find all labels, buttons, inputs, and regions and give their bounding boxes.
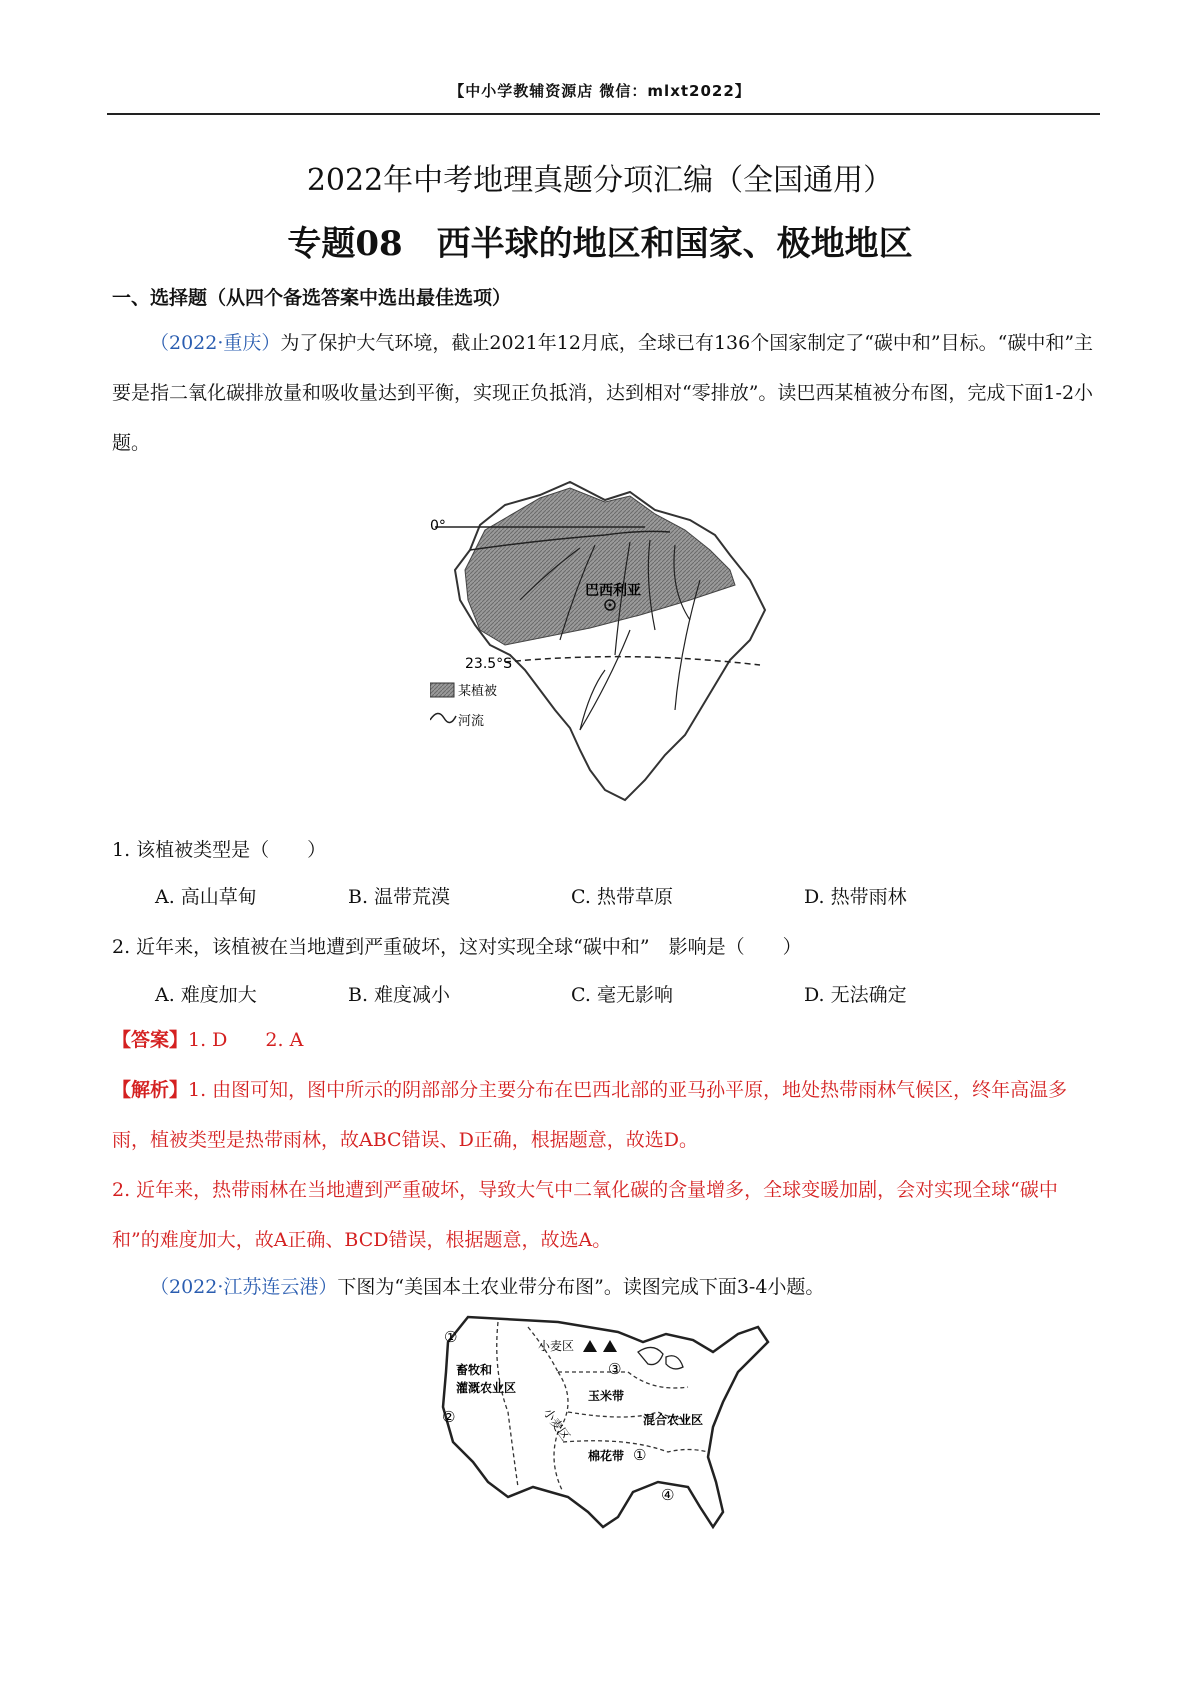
cotton-belt-label: 棉花带 [588,1449,625,1463]
region-4-marker: ④ [661,1486,675,1504]
option-d: D. 无法确定 [804,984,907,1006]
intro-paragraph-1 [112,318,1102,468]
wheat-area-label-2: 小麦区 [540,1405,573,1444]
page-header: 【中小学教辅资源店 微信：mlxt2022】 [449,82,751,100]
region-1-marker-a: ① [444,1328,458,1346]
option-c: C. 毫无影响 [571,984,673,1006]
capital-label: 巴西利亚 [585,583,641,599]
intro-text: 下图为“美国本土农业带分布图”。读图完成下面3-4小题。 [337,1276,825,1298]
header-rule [107,113,1100,115]
option-a: A. 高山草甸 [155,886,257,908]
ranch-label-2: 灌溉农业区 [456,1381,517,1395]
analysis-text-1: 1. 由图可知，图中所示的阴部部分主要分布在巴西北部的亚马孙平原，地处热带雨林气候区，终年高温多雨，植被类型是热带雨林，故ABC错误、D正确，根据题意，故选D。 [112,1079,1068,1151]
region-2-marker: ② [442,1408,456,1426]
tropic-label: 23.5°S [465,656,513,672]
option-d: D. 热带雨林 [804,886,907,908]
source-tag: （2022·江苏连云港） [150,1276,338,1298]
option-c: C. 热带草原 [571,886,673,908]
mixed-farming-label: 混合农业区 [643,1413,704,1427]
region-1-marker-b: ① [633,1446,647,1464]
analysis-1 [112,1065,1104,1165]
answer-line [112,1015,1104,1065]
region-3-marker: ③ [608,1360,622,1378]
ranch-label-1: 畜牧和 [456,1363,493,1377]
question-2-options [155,980,1105,1007]
legend-river: 河流 [458,714,485,729]
section-heading: 一、选择题（从四个备选答案中选出最佳选项） [112,287,512,309]
analysis-label: 【解析】 [112,1079,189,1101]
option-b: B. 温带荒漠 [348,886,451,908]
wheat-area-label-1: 小麦区 [538,1339,575,1353]
answer-text: 1. D 2. A [188,1029,304,1051]
question-2: 2. 近年来，该植被在当地遭到严重破坏，这对实现全球“碳中和” 影响是（ ） [112,936,802,958]
corn-belt-label: 玉米带 [588,1389,625,1403]
equator-label: 0° [430,518,446,534]
option-b: B. 难度减小 [348,984,451,1006]
legend-vegetation: 某植被 [458,684,498,699]
brazil-vegetation-map [430,470,800,815]
us-agriculture-map [438,1312,780,1540]
intro-paragraph-2 [112,1262,1102,1312]
document-title: 2022年中考地理真题分项汇编（全国通用） [306,163,894,198]
topic-title: 专题08 西半球的地区和国家、极地地区 [287,224,913,264]
question-1: 1. 该植被类型是（ ） [112,839,327,861]
source-tag: （2022·重庆） [150,332,281,354]
question-1-options [155,882,1105,909]
answer-label: 【答案】 [112,1029,189,1051]
intro-text: 为了保护大气环境，截止2021年12月底，全球已有136个国家制定了“碳中和”目标。“碳中和”主要是指二氧化碳排放量和吸收量达到平衡，实现正负抵消，达到相对“零排放”。读巴西某植被分布图，完成下面1-2小题。 [112,332,1094,454]
option-a: A. 难度加大 [155,984,257,1006]
analysis-2: 2. 近年来，热带雨林在当地遭到严重破坏，导致大气中二氧化碳的含量增多，全球变暖加剧，会对实现全球“碳中和”的难度加大，故A正确、BCD错误，根据题意，故选A。 [112,1179,1058,1251]
